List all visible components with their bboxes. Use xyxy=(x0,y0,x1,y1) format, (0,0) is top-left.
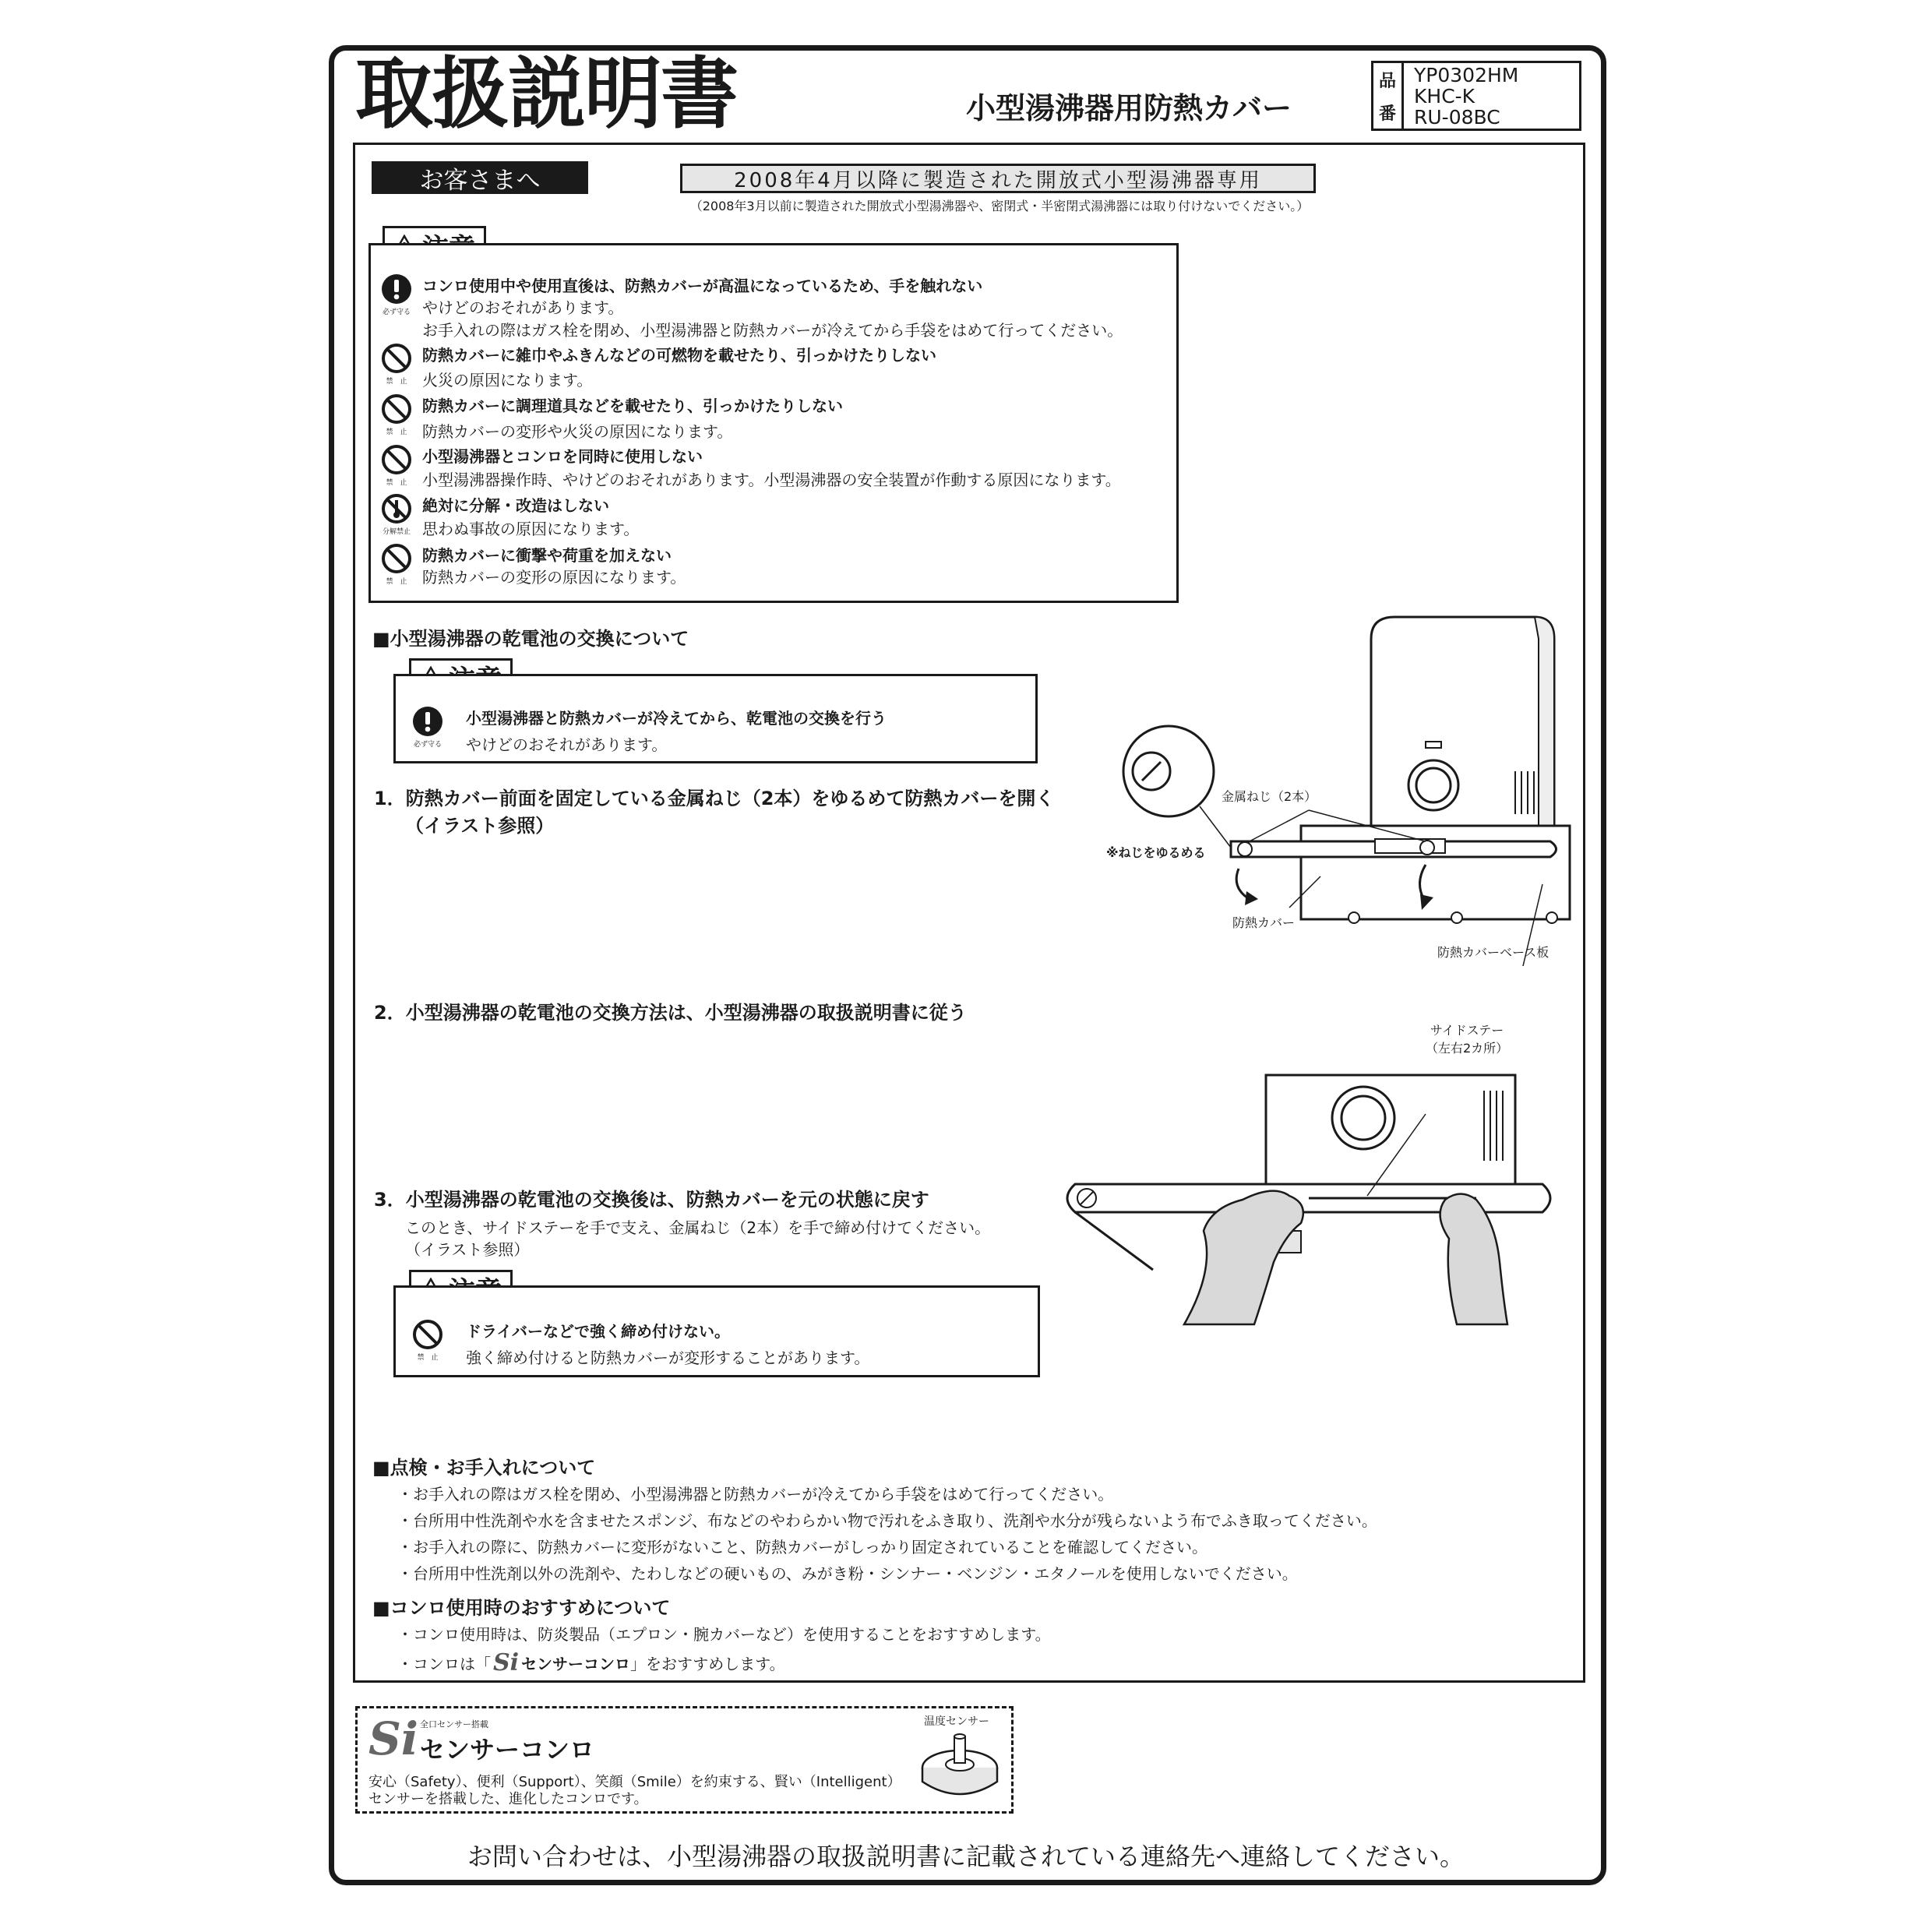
model-number-label: 品 番 xyxy=(1373,63,1404,129)
maintenance-heading: ■点検・お手入れについて xyxy=(372,1457,596,1479)
caution-text: 強く締め付けると防熱カバーが変形することがあります。 xyxy=(466,1349,870,1367)
customer-tag: お客さまへ xyxy=(372,161,588,194)
caution-box-battery xyxy=(393,674,1038,763)
prohibited-icon: 禁 止 xyxy=(377,393,416,436)
caution-heading: ドライバーなどで強く締め付けない。 xyxy=(466,1322,730,1341)
no-disassembly-icon: 分解禁止 xyxy=(377,493,416,536)
maintenance-bullet: ・台所用中性洗剤以外の洗剤や、たわしなどの硬いもの、みがき粉・シンナー・ベンジン・エタノールを使用しないでください。 xyxy=(397,1564,1298,1583)
recommend-bullet: ・コンロは「 Si センサーコンロ 」をおすすめします。 xyxy=(397,1649,785,1676)
model-number: KHC-K xyxy=(1414,85,1475,108)
maintenance-bullet: ・お手入れの際に、防熱カバーに変形がないこと、防熱カバーがしっかり固定されていることを確認してください。 xyxy=(397,1538,1208,1557)
scope-note: （2008年3月以前に製造された開放式小型湯沸器や、密閉式・半密閉式湯沸器には取り付けないでください。） xyxy=(689,199,1310,213)
prohibited-icon: 禁 止 xyxy=(408,1319,447,1362)
si-logo-small: 全口センサー搭載 xyxy=(420,1719,488,1729)
caution-box-main xyxy=(368,243,1179,603)
model-numbers xyxy=(1414,65,1518,128)
product-subtitle: 小型湯沸器用防熱カバー xyxy=(966,91,1292,125)
caution-text: 防熱カバーの変形の原因になります。 xyxy=(422,568,686,587)
side-stay-label: サイドステー （左右2カ所） xyxy=(1426,1023,1509,1056)
model-number: RU-08BC xyxy=(1414,106,1500,129)
caution-heading: 防熱カバーに雑巾やふきんなどの可燃物を載せたり、引っかけたりしない xyxy=(422,346,936,365)
loosen-label: ※ねじをゆるめる xyxy=(1106,845,1206,860)
contact-footer: お問い合わせは、小型湯沸器の取扱説明書に記載されている連絡先へ連絡してください。 xyxy=(467,1842,1465,1871)
step-1-note: （イラスト参照） xyxy=(405,815,555,837)
recommend-heading: ■コンロ使用時のおすすめについて xyxy=(372,1597,671,1619)
step-3-note: （イラスト参照） xyxy=(405,1240,530,1259)
step-3: 3．小型湯沸器の乾電池の交換後は、防熱カバーを元の状態に戻す xyxy=(374,1189,929,1211)
si-description: センサーを搭載した、進化したコンロです。 xyxy=(368,1791,648,1807)
caution-heading: 小型湯沸器と防熱カバーが冷えてから、乾電池の交換を行う xyxy=(466,709,887,728)
si-sensor-box xyxy=(355,1706,1014,1814)
prohibited-icon: 禁 止 xyxy=(377,543,416,586)
caution-heading: 絶対に分解・改造はしない xyxy=(422,496,609,515)
caution-text: お手入れの際はガス栓を閉め、小型湯沸器と防熱カバーが冷えてから手袋をはめて行ってください。 xyxy=(422,321,1123,340)
temperature-sensor-illustration xyxy=(917,1729,1003,1807)
cover-close-illustration xyxy=(1052,1067,1581,1332)
page-title: 取扱説明書 xyxy=(355,48,737,139)
caution-text: 火災の原因になります。 xyxy=(422,371,593,390)
mandatory-icon: 必ず守る xyxy=(408,706,447,749)
step-3-text: このとき、サイドステーを手で支え、金属ねじ（2本）を手で締め付けてください。 xyxy=(405,1218,991,1237)
si-logo-mark: Si xyxy=(368,1712,418,1765)
sensor-label: 温度センサー xyxy=(924,1715,989,1728)
caution-text: やけどのおそれがあります。 xyxy=(422,298,624,317)
caution-text: やけどのおそれがあります。 xyxy=(466,735,668,754)
screw-label: 金属ねじ（2本） xyxy=(1222,789,1317,804)
scope-banner: 2008年4月以降に製造された開放式小型湯沸器専用 xyxy=(680,164,1316,193)
maintenance-bullet: ・台所用中性洗剤や水を含ませたスポンジ、布などのやわらかい物で汚れをふき取り、洗剤や水分が残らないよう布でふき取ってください。 xyxy=(397,1511,1377,1530)
cover-label: 防熱カバー xyxy=(1232,915,1296,930)
base-plate-label: 防熱カバーベース板 xyxy=(1437,945,1549,960)
si-logo-mark: Si xyxy=(493,1649,520,1676)
caution-heading: 防熱カバーに衝撃や荷重を加えない xyxy=(422,546,672,565)
caution-heading: コンロ使用中や使用直後は、防熱カバーが高温になっているため、手を触れない xyxy=(422,277,983,295)
model-number-box xyxy=(1371,61,1581,131)
step-2: 2．小型湯沸器の乾電池の交換方法は、小型湯沸器の取扱説明書に従う xyxy=(374,1002,967,1024)
recommend-bullet: ・コンロ使用時は、防炎製品（エプロン・腕カバーなど）を使用することをおすすめします。 xyxy=(397,1625,1051,1644)
step-1: 1．防熱カバー前面を固定している金属ねじ（2本）をゆるめて防熱カバーを開く xyxy=(374,788,1055,809)
caution-heading: 防熱カバーに調理道具などを載せたり、引っかけたりしない xyxy=(422,397,843,415)
model-number: YP0302HM xyxy=(1414,64,1519,86)
cover-open-illustration xyxy=(1114,608,1597,974)
maintenance-bullet: ・お手入れの際はガス栓を閉め、小型湯沸器と防熱カバーが冷えてから手袋をはめて行ってください。 xyxy=(397,1485,1114,1504)
battery-section-heading: ■小型湯沸器の乾電池の交換について xyxy=(372,628,689,650)
prohibited-icon: 禁 止 xyxy=(377,343,416,386)
si-logo-text: センサーコンロ xyxy=(420,1735,595,1765)
caution-heading: 小型湯沸器とコンロを同時に使用しない xyxy=(422,447,703,466)
prohibited-icon: 禁 止 xyxy=(377,444,416,487)
caution-text: 思わぬ事故の原因になります。 xyxy=(422,520,640,538)
si-description: 安心（Safety）、便利（Support）、笑顔（Smile）を約束する、賢い（Intelligent） xyxy=(368,1774,901,1790)
caution-text: 小型湯沸器操作時、やけどのおそれがあります。小型湯沸器の安全装置が作動する原因になります。 xyxy=(422,471,1121,489)
caution-text: 防熱カバーの変形や火災の原因になります。 xyxy=(422,422,733,441)
mandatory-icon: 必ず守る xyxy=(377,273,416,316)
caution-box-tighten xyxy=(393,1285,1040,1377)
